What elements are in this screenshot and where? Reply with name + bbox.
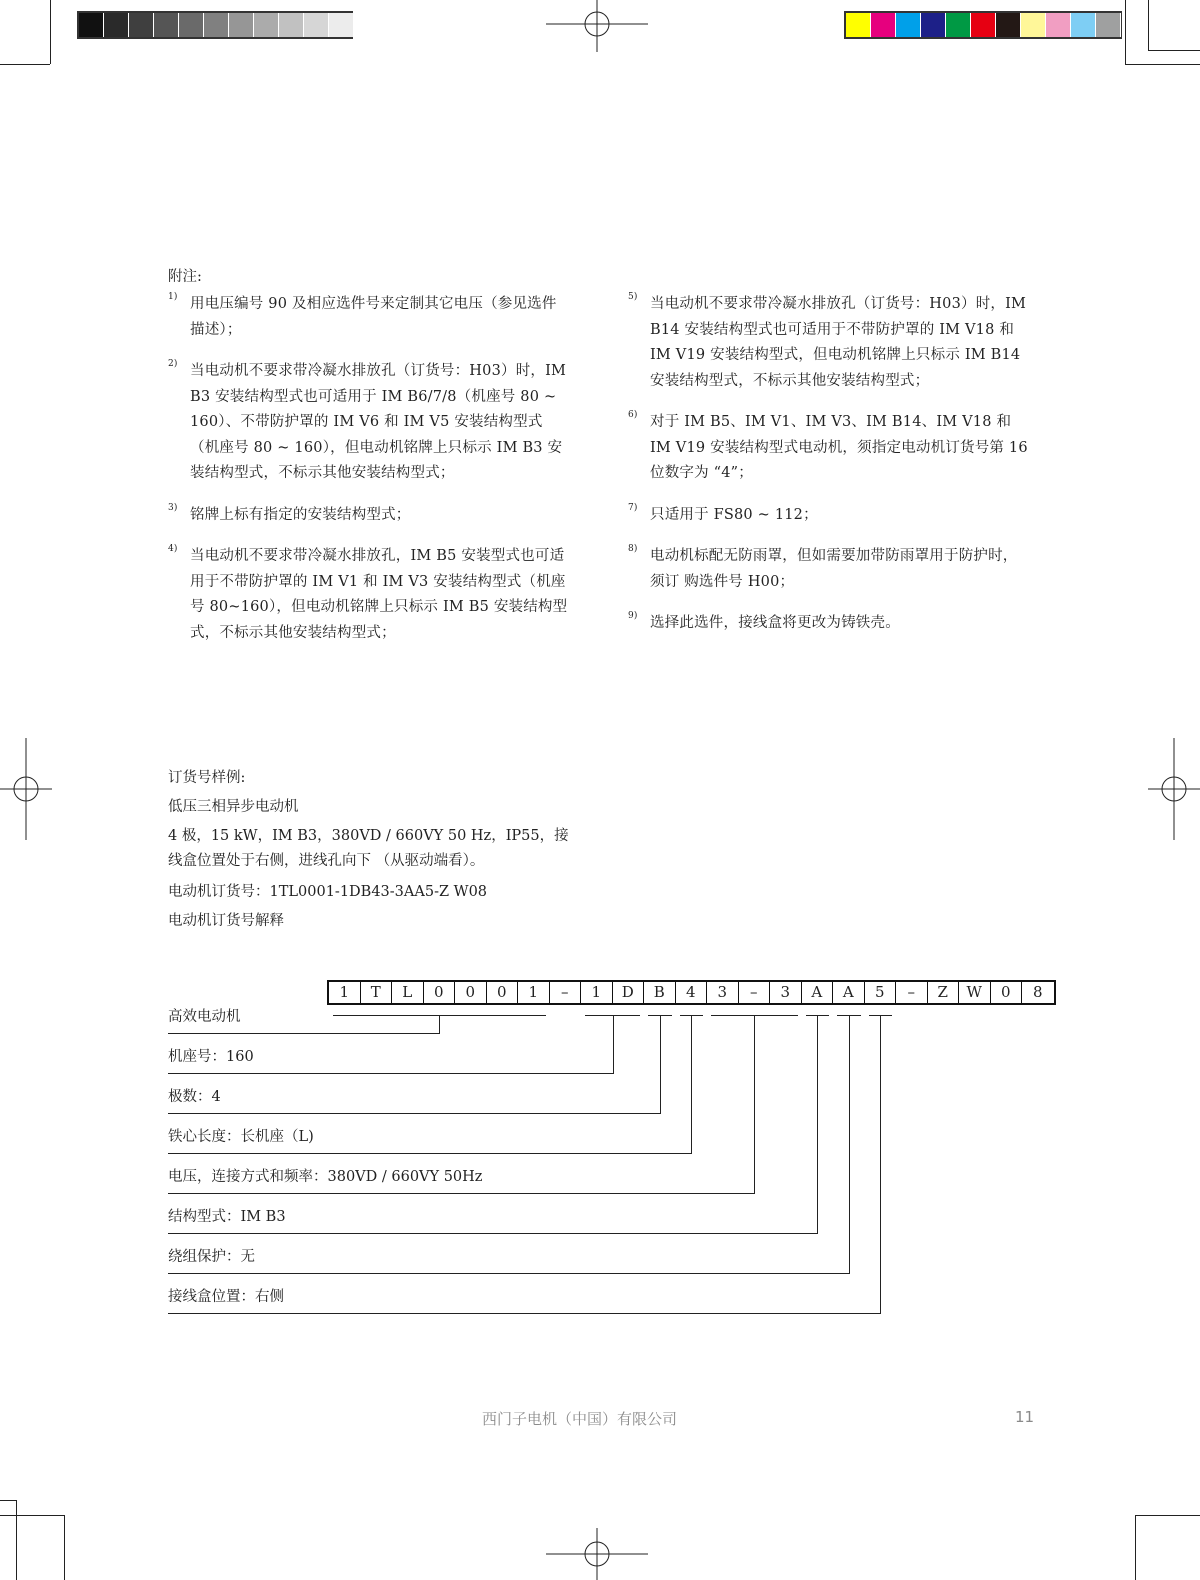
footer-company: 西门子电机（中国）有限公司	[482, 1410, 678, 1428]
color-swatch	[921, 13, 946, 37]
legend-label: 接线盒位置：右侧	[168, 1289, 284, 1305]
color-swatch	[996, 13, 1021, 37]
leader-line	[439, 1015, 440, 1033]
order-code-char: 0	[991, 982, 1023, 1003]
order-code-char: A	[802, 982, 834, 1003]
order-code-char: 3	[707, 982, 739, 1003]
order-code-boxes	[327, 980, 1056, 1005]
footnote-text: 当电动机不要求带冷凝水排放孔（订货号：H03）时，IM B14 安装结构型式也可适用于不带防护罩的 IM V18 和 IM V19 安装结构型式，但电动机铭牌上只标示 IM B14 安装结构型式，不标示其他安装结构型式；	[650, 296, 1027, 389]
color-swatch	[1021, 13, 1046, 37]
leader-baseline	[168, 1233, 818, 1234]
order-code-char: A	[833, 982, 865, 1003]
order-code-char: 0	[455, 982, 487, 1003]
order-code-char: 1	[518, 982, 550, 1003]
order-code-char: 5	[865, 982, 897, 1003]
color-swatch	[846, 13, 871, 37]
footnote-item	[168, 503, 568, 529]
footnote-item	[168, 544, 568, 646]
color-swatch	[1046, 13, 1071, 37]
example-heading: 订货号样例:	[168, 770, 246, 786]
registration-target-top	[546, 0, 648, 52]
order-code-char: W	[959, 982, 991, 1003]
gray-swatch	[304, 13, 329, 37]
notes-right-column	[628, 292, 1028, 653]
legend-label: 电压，连接方式和频率：380VD / 660VY 50Hz	[168, 1169, 483, 1185]
gray-swatch	[229, 13, 254, 37]
color-swatch	[1071, 13, 1096, 37]
order-example	[168, 764, 578, 936]
notes-left-column	[168, 292, 568, 662]
footnote-marker: 9)	[628, 611, 638, 621]
gray-swatch	[129, 13, 154, 37]
legend-label: 高效电动机	[168, 1009, 241, 1025]
footnote-marker: 3)	[168, 502, 178, 513]
leader-baseline	[168, 1033, 440, 1034]
color-swatch	[971, 13, 996, 37]
footnote-marker: 6)	[628, 410, 638, 420]
leader-line	[849, 1015, 850, 1273]
leader-baseline	[168, 1113, 661, 1114]
leader-line	[660, 1015, 661, 1113]
leader-baseline	[168, 1153, 692, 1154]
leader-baseline	[168, 1273, 850, 1274]
color-swatch	[946, 13, 971, 37]
order-code-char: 0	[424, 982, 456, 1003]
gray-swatch	[104, 13, 129, 37]
footnote-text: 只适用于 FS80 ~ 112；	[650, 506, 818, 523]
example-order-number: 电动机订货号：1TL0001-1DB43-3AA5-Z W08	[168, 884, 488, 900]
gray-swatch	[179, 13, 204, 37]
footnote-text: 电动机标配无防雨罩，但如需要加带防雨罩用于防护时，须订 购选件号 H00；	[650, 548, 1018, 590]
gray-swatch	[204, 13, 229, 37]
footnote-item	[628, 611, 1028, 637]
legend-label: 结构型式：IM B3	[168, 1209, 286, 1225]
example-explanation-label: 电动机订货号解释	[168, 913, 284, 929]
color-swatch	[1096, 13, 1121, 37]
leader-baseline	[168, 1073, 614, 1074]
gray-swatch	[79, 13, 104, 37]
order-code-char: 3	[770, 982, 802, 1003]
order-code-char: –	[739, 982, 771, 1003]
order-code-char: 1	[329, 982, 361, 1003]
leader-line	[754, 1015, 755, 1193]
order-code-char: B	[644, 982, 676, 1003]
example-spec: 4 极，15 kW，IM B3，380VD / 660VY 50 Hz，IP55，接线盒位置处于右侧，进线孔向下 （从驱动端看）。	[168, 828, 569, 869]
footnote-text: 当电动机不要求带冷凝水排放孔（订货号：H03）时，IM B3 安装结构型式也可适用于 IM B6/7/8（机座号 80 ~ 160）、不带防护罩的 IM V6 和 IM V5 安装结构型式（机座号 80 ~ 160），但电动机铭牌上只标示 IM B3 安装结构型式，不标示其他安装结构型式；	[190, 363, 567, 481]
footnote-text: 对于 IM B5、IM V1、IM V3、IM B14、IM V18 和 IM V19 安装结构型式电动机，须指定电动机订货号第 16 位数字为 “4”；	[650, 414, 1028, 481]
order-code-char: 8	[1032, 983, 1043, 1001]
footnote-item	[168, 359, 568, 487]
registration-target-left	[0, 738, 52, 840]
example-motor-type: 低压三相异步电动机	[168, 799, 299, 815]
footnote-item	[628, 544, 1028, 595]
footnote-item	[628, 410, 1028, 487]
color-swatch	[896, 13, 921, 37]
footnote-marker: 8)	[628, 544, 638, 554]
leader-line	[817, 1015, 818, 1233]
leader-line	[613, 1015, 614, 1073]
grayscale-bar	[77, 11, 353, 39]
registration-target-right	[1148, 738, 1200, 840]
footnote-marker: 2)	[168, 359, 178, 369]
order-code-char: Z	[928, 982, 960, 1003]
order-code-char: 1	[581, 982, 613, 1003]
page-number: 11	[1015, 1408, 1035, 1426]
footnote-text: 铭牌上标有指定的安装结构型式；	[190, 506, 411, 523]
footnote-item	[628, 292, 1028, 394]
color-calibration-bar	[844, 11, 1122, 39]
footnote-marker: 1)	[168, 292, 178, 302]
footnote-marker: 7)	[628, 502, 638, 513]
order-code-char: –	[896, 982, 928, 1003]
notes-heading: 附注:	[168, 269, 202, 285]
legend-label: 机座号：160	[168, 1049, 254, 1065]
color-swatch	[871, 13, 896, 37]
leader-baseline	[168, 1193, 755, 1194]
leader-baseline	[168, 1313, 881, 1314]
order-code-char: T	[361, 982, 393, 1003]
footnote-text: 用电压编号 90 及相应选件号来定制其它电压（参见选件描述）；	[190, 296, 557, 338]
order-code-char: 0	[487, 982, 519, 1003]
footnote-marker: 4)	[168, 544, 178, 554]
leader-line	[880, 1015, 881, 1313]
order-code-char: –	[550, 982, 582, 1003]
order-code-char: L	[392, 982, 424, 1003]
legend-label: 铁心长度：长机座（L)	[168, 1129, 314, 1145]
gray-swatch	[154, 13, 179, 37]
gray-swatch	[279, 13, 304, 37]
gray-swatch	[329, 13, 354, 37]
footnote-text: 选择此选件，接线盒将更改为铸铁壳。	[650, 615, 900, 631]
order-code-char: D	[613, 982, 645, 1003]
gray-swatch	[254, 13, 279, 37]
registration-target-bottom	[546, 1528, 648, 1580]
footnote-item	[168, 292, 568, 343]
order-code-char: 4	[676, 982, 708, 1003]
footnote-text: 当电动机不要求带冷凝水排放孔，IM B5 安装型式也可适用于不带防护罩的 IM V1 和 IM V3 安装结构型式（机座号 80~160），但电动机铭牌上只标示 IM B5 安装结构型式，不标示其他安装结构型式；	[190, 548, 568, 641]
footnote-item	[628, 503, 1028, 529]
footnote-marker: 5)	[628, 292, 638, 302]
leader-line	[691, 1015, 692, 1153]
legend-label: 极数：4	[168, 1089, 221, 1105]
legend-label: 绕组保护：无	[168, 1249, 255, 1265]
